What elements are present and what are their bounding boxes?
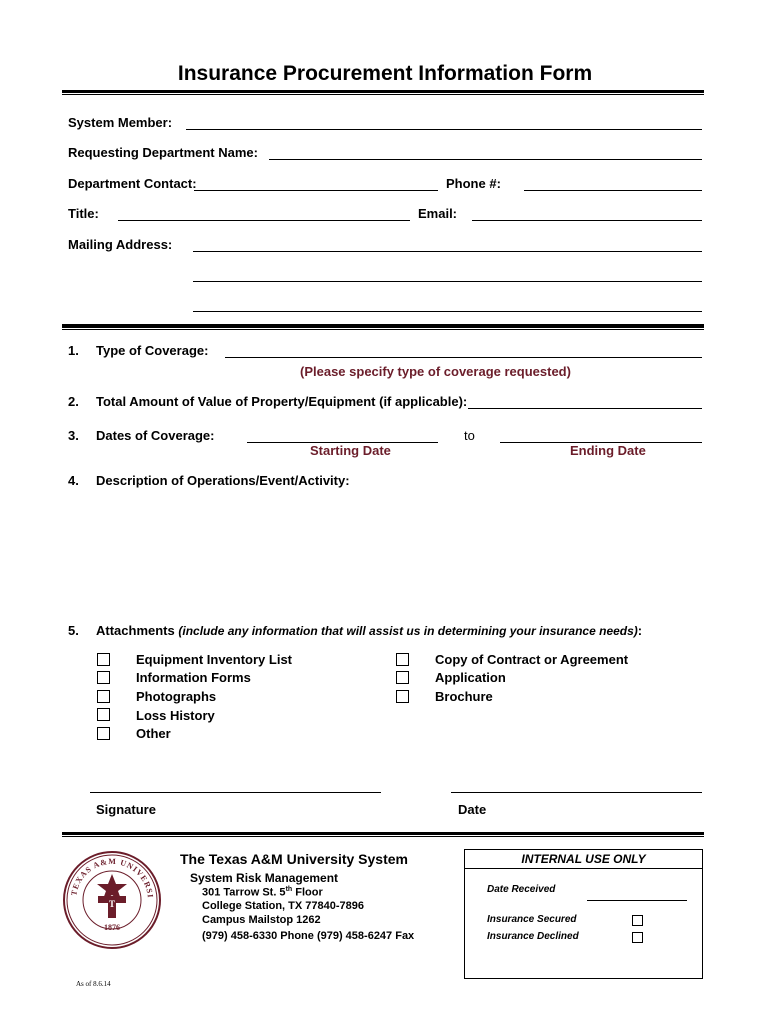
title-rule [62,90,704,95]
checkbox-photographs[interactable] [97,690,110,703]
section-rule [62,324,704,330]
section4-label: Description of Operations/Event/Activity: [96,473,350,488]
system-member-label: System Member: [68,115,173,130]
equipment-inventory-label: Equipment Inventory List [136,652,293,667]
version-note: As of 8.6.14 [76,980,111,988]
section2-number: 2. [68,394,79,409]
insurance-secured-label: Insurance Secured [487,914,577,925]
internal-use-box [464,849,703,979]
application-label: Application [435,670,506,685]
section5-number: 5. [68,623,79,638]
property-value-field[interactable] [468,408,702,409]
title-field[interactable] [118,220,410,221]
address-city: College Station, TX 77840-7896 [202,900,365,912]
dates-to-text: to [464,428,475,443]
section3-number: 3. [68,428,79,443]
mailing-address-line-2[interactable] [193,281,702,282]
checkbox-insurance-declined[interactable] [632,932,643,943]
section5-heading [96,623,642,638]
loss-history-label: Loss History [136,708,215,723]
checkbox-insurance-secured[interactable] [632,915,643,926]
internal-use-header: INTERNAL USE ONLY [465,850,702,869]
section5-colon: : [637,623,643,638]
section4-number: 4. [68,473,79,488]
date-received-label: Date Received [487,884,556,895]
email-field[interactable] [472,220,702,221]
section2-label: Total Amount of Value of Property/Equipment (if applicable): [96,394,468,409]
section5-note: (include any information that will assist us in determining your insurance needs) [178,624,638,638]
checkbox-loss-history[interactable] [97,708,110,721]
address-floor: Floor [292,886,323,899]
photographs-label: Photographs [136,689,217,704]
starting-date-caption: Starting Date [310,443,391,458]
description-area[interactable] [96,492,702,612]
signature-label: Signature [96,802,156,817]
section1-number: 1. [68,343,79,358]
seal-letter: T [108,899,116,909]
dept-contact-label: Department Contact: [68,176,197,191]
footer-rule [62,832,704,837]
dept-name: System Risk Management [190,871,339,885]
dept-contact-field[interactable] [194,190,438,191]
mailing-address-label: Mailing Address: [68,237,173,252]
address-superscript: th [285,886,293,893]
contract-copy-label: Copy of Contract or Agreement [435,652,629,667]
requesting-dept-field[interactable] [269,159,702,160]
checkbox-brochure[interactable] [396,690,409,703]
coverage-type-field[interactable] [225,357,702,358]
section1-label: Type of Coverage: [96,343,209,358]
checkbox-other[interactable] [97,727,110,740]
university-seal [62,850,162,950]
form-title: Insurance Procurement Information Form [177,62,593,85]
brochure-label: Brochure [435,689,493,704]
title-label: Title: [68,206,99,221]
phone-label: Phone #: [446,176,501,191]
section3-label: Dates of Coverage: [96,428,215,443]
org-name: The Texas A&M University System [180,851,408,867]
coverage-hint: (Please specify type of coverage requested) [300,364,571,379]
phone-fax: (979) 458-6330 Phone (979) 458-6247 Fax [202,930,415,942]
ending-date-caption: Ending Date [570,443,646,458]
other-label: Other [136,726,171,741]
mailstop: Campus Mailstop 1262 [202,914,321,926]
seal-graphic [62,850,162,950]
seal-year: 1876 [104,923,120,932]
address-street-text: 301 Tarrow St. 5 [202,886,286,899]
signature-field[interactable] [90,792,381,793]
date-field[interactable] [451,792,702,793]
address-street [202,886,323,899]
system-member-field[interactable] [186,129,702,130]
phone-field[interactable] [524,190,702,191]
checkbox-equipment-inventory[interactable] [97,653,110,666]
information-forms-label: Information Forms [136,670,251,685]
mailing-address-line-3[interactable] [193,311,702,312]
date-received-field[interactable] [587,900,687,901]
requesting-dept-label: Requesting Department Name: [68,145,258,160]
email-label: Email: [418,206,458,221]
checkbox-information-forms[interactable] [97,671,110,684]
mailing-address-line-1[interactable] [193,251,702,252]
date-label: Date [458,802,487,817]
seal-arc-text: TEXAS A&M UNIVERSI [69,856,155,899]
section5-label: Attachments [96,623,175,638]
insurance-declined-label: Insurance Declined [487,931,579,942]
checkbox-contract-copy[interactable] [396,653,409,666]
checkbox-application[interactable] [396,671,409,684]
